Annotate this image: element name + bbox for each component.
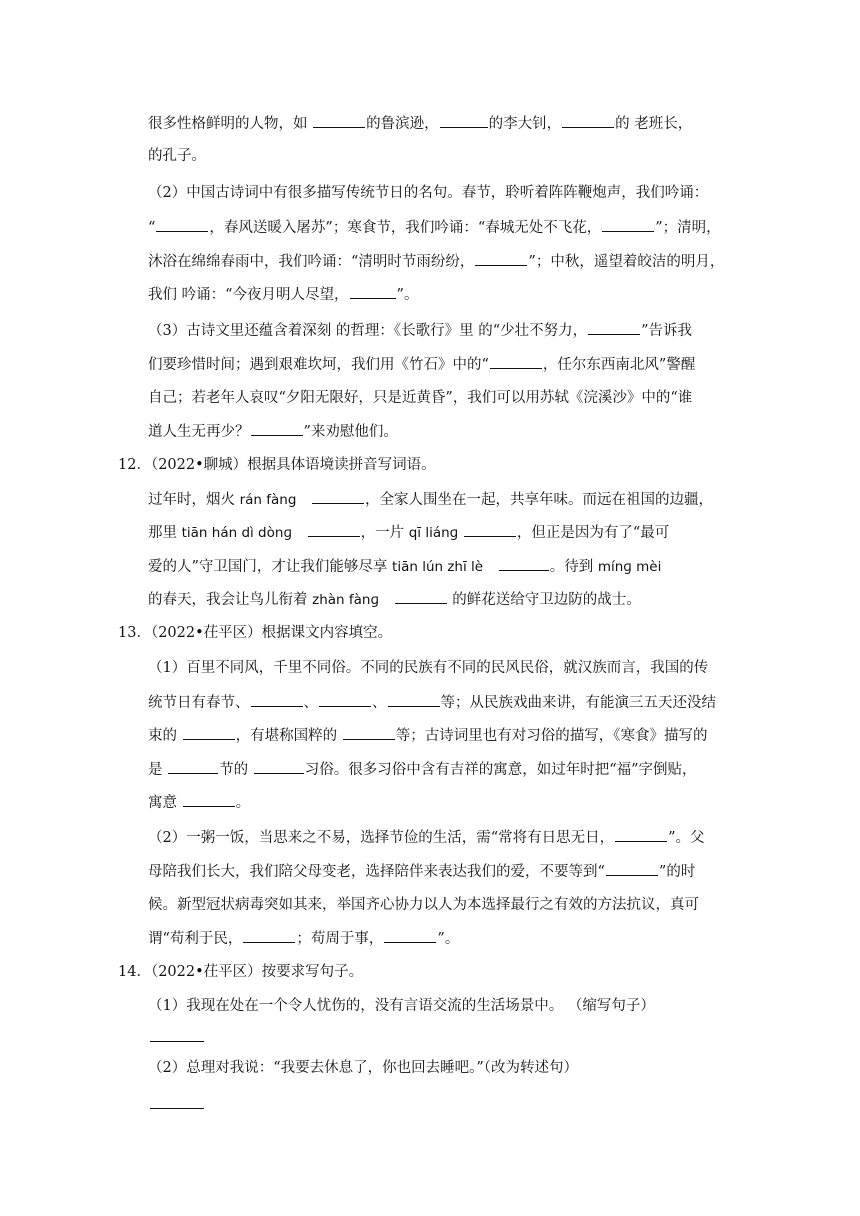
pinyin: tiān lún zhī lè xyxy=(392,559,484,575)
q11-text: 道人生无再少？ xyxy=(148,424,250,440)
q13-part1-line-3 xyxy=(148,725,707,746)
q14-heading xyxy=(118,962,363,982)
q13-part1-line-1 xyxy=(148,658,708,678)
q13-heading xyxy=(118,623,392,643)
answer-blank[interactable] xyxy=(156,217,208,232)
q11-part2-line-1 xyxy=(148,183,708,203)
q13-text: 、 xyxy=(372,695,387,711)
q11-line-2 xyxy=(148,146,206,166)
q13-part1-line-5 xyxy=(148,792,250,813)
q11-part2-line-2 xyxy=(148,217,721,238)
q11-text: 们要珍惜时间；遇到艰难坎坷，我们用《竹石》中的“ xyxy=(148,357,489,373)
q13-text: 统节日有春节、 xyxy=(148,695,250,711)
q11-text: 的 老班长， xyxy=(615,116,693,132)
answer-blank[interactable] xyxy=(312,489,364,504)
q12-heading xyxy=(118,455,436,475)
q14-sentence-2 xyxy=(148,1058,578,1078)
q14-text: （1）我现在处在一个令人忧伤的，没有言语交流的生活场景中。 （缩写句子） xyxy=(148,998,655,1014)
answer-blank[interactable] xyxy=(254,759,304,774)
q13-text: 。 xyxy=(235,795,251,811)
q12-line-1 xyxy=(148,489,713,510)
answer-blank[interactable] xyxy=(343,725,395,740)
q13-text: 寓意 xyxy=(148,795,177,811)
answer-blank[interactable] xyxy=(183,792,235,807)
q13-text: 是 xyxy=(148,762,163,778)
answer-blank[interactable] xyxy=(615,827,667,842)
q14-text: （2）总理对我说：“我要去休息了，你也回去睡吧。”（改为转述句） xyxy=(148,1060,579,1076)
q13-text: ，有堪称国粹的 xyxy=(235,728,338,744)
q11-text: 自己；若老年人哀叹“夕阳无限好，只是近黄昏”，我们可以用苏轼《浣溪沙》中的“谁 xyxy=(148,390,693,406)
q12-text: ，但正是因为有了“最可 xyxy=(516,525,670,541)
q13-text: ；苟周于事， xyxy=(296,931,384,947)
q11-part3-line-2 xyxy=(148,354,695,375)
pinyin: tiān hán dì dònɡ xyxy=(181,525,293,541)
q11-part2-line-4 xyxy=(148,284,418,305)
answer-blank[interactable] xyxy=(251,421,303,436)
q12-text: ，全家人围坐在一起，共享年味。而远在祖国的边疆， xyxy=(365,492,714,508)
q13-text: ”的时 xyxy=(658,864,696,880)
answer-blank[interactable] xyxy=(395,589,447,604)
question-heading: 14．（2022•茌平区）按要求写句子。 xyxy=(118,964,364,980)
q12-line-4 xyxy=(148,589,641,610)
q13-text: （2）一粥一饭，当思来之不易，选择节俭的生活，需“常将有日思无日， xyxy=(148,830,615,846)
q12-text: 过年时，烟火 xyxy=(148,492,235,508)
answer-blank[interactable] xyxy=(499,556,549,571)
q11-text: 我们 吟诵：“今夜月明人尽望， xyxy=(148,287,349,303)
q13-text: 、 xyxy=(303,695,318,711)
q13-text: 母陪我们长大，我们陪父母变老，选择陪伴来表达我们的爱，不要等到“ xyxy=(148,864,605,880)
answer-blank[interactable] xyxy=(319,692,371,707)
q11-part2-line-3 xyxy=(148,251,724,272)
q12-text: ，一片 xyxy=(360,525,405,541)
pinyin: rán fàng xyxy=(239,492,297,508)
q12-line-2 xyxy=(148,522,669,543)
q12-text: 爱的人”守卫国门，才让我们能够尽享 xyxy=(148,559,388,575)
answer-blank[interactable] xyxy=(243,928,295,943)
answer-blank[interactable] xyxy=(168,759,218,774)
q14-sentence-1 xyxy=(148,996,655,1016)
q11-text: ”；清明， xyxy=(655,220,721,236)
q12-line-3 xyxy=(148,556,661,577)
answer-blank[interactable] xyxy=(350,284,396,299)
pinyin: zhàn fànɡ xyxy=(312,592,380,608)
q13-part1-line-4 xyxy=(148,759,697,780)
answer-blank[interactable] xyxy=(384,928,436,943)
answer-blank[interactable] xyxy=(606,861,658,876)
q11-text: （3）古诗文里还蕴含着深刻 的哲理：《长歌行》里 的“少壮不努力， xyxy=(148,323,588,339)
q11-text: ”；中秋，遥望着皎洁的明月， xyxy=(528,254,725,270)
question-heading: 12．（2022•聊城）根据具体语境读拼音写词语。 xyxy=(118,457,436,473)
pinyin: mínɡ mèi xyxy=(597,559,662,575)
q12-text: 的鲜花送给守卫边防的战士。 xyxy=(452,592,641,608)
answer-blank[interactable] xyxy=(308,522,360,537)
q13-text: 等；古诗词里也有对习俗的描写，《寒食》描写的 xyxy=(395,728,708,744)
answer-blank[interactable] xyxy=(562,113,614,128)
answer-blank[interactable] xyxy=(150,1107,204,1109)
q13-part2-line-4 xyxy=(148,928,459,949)
answer-blank[interactable] xyxy=(602,217,654,232)
answer-blank[interactable] xyxy=(150,1040,204,1042)
answer-blank[interactable] xyxy=(388,692,440,707)
q13-text: 候。新型冠状病毒突如其来，举国齐心协力以人为本选择最行之有效的方法抗议，真可 xyxy=(148,897,699,913)
q11-part3-line-3 xyxy=(148,388,692,408)
q13-text: 节的 xyxy=(219,762,249,778)
q11-text: 的孔子。 xyxy=(148,148,206,164)
q13-text: ”。 xyxy=(437,931,460,947)
q11-text: 的鲁滨逊， xyxy=(366,116,439,132)
q11-text: 很多性格鲜明的人物，如 xyxy=(148,116,308,132)
q11-text: ”告诉我 xyxy=(641,323,693,339)
q13-part2-line-1 xyxy=(148,827,705,848)
q13-part2-line-2 xyxy=(148,861,695,882)
q11-text: （2）中国古诗词中有很多描写传统节日的名句。春节，聆听着阵阵鞭炮声，我们吟诵： xyxy=(148,185,709,201)
answer-blank[interactable] xyxy=(440,113,488,128)
answer-blank[interactable] xyxy=(313,113,365,128)
q11-text: ”来劝慰他们。 xyxy=(303,424,398,440)
q11-text: ，任尔东西南北风”警醒 xyxy=(542,357,696,373)
q11-text: “ xyxy=(148,220,156,236)
q11-part3-line-1 xyxy=(148,320,692,341)
q13-text: （1）百里不同风，千里不同俗。不同的民族有不同的民风民俗，就汉族而言，我国的传 xyxy=(148,660,709,676)
q13-text: 习俗。很多习俗中含有吉祥的寓意，如过年时把“福”字倒贴， xyxy=(304,762,697,778)
q13-text: 等；从民族戏曲来讲，有能演三五天还没结 xyxy=(440,695,716,711)
q11-text: 沐浴在绵绵春雨中，我们吟诵：“清明时节雨纷纷， xyxy=(148,254,475,270)
answer-blank[interactable] xyxy=(251,692,303,707)
q11-text: ”。 xyxy=(396,287,419,303)
q13-text: 束的 xyxy=(148,728,177,744)
question-heading: 13．（2022•茌平区）根据课文内容填空。 xyxy=(118,625,393,641)
pinyin: qī liánɡ xyxy=(408,525,459,541)
answer-blank[interactable] xyxy=(490,354,542,369)
answer-blank[interactable] xyxy=(475,251,527,266)
answer-blank[interactable] xyxy=(588,320,640,335)
q13-text: ”。父 xyxy=(668,830,705,846)
q11-text: 的李大钊， xyxy=(488,116,562,132)
answer-blank[interactable] xyxy=(464,522,516,537)
q13-text: 谓“苟利于民， xyxy=(148,931,243,947)
q11-line-1 xyxy=(148,113,692,134)
q12-text: 的春天，我会让鸟儿衔着 xyxy=(148,592,308,608)
q11-text: ，春风送暖入屠苏”；寒食节，我们吟诵：“春城无处不飞花， xyxy=(209,220,602,236)
q12-text: 那里 xyxy=(148,525,177,541)
q13-part1-line-2 xyxy=(148,692,716,713)
q11-part3-line-4 xyxy=(148,421,398,442)
answer-blank[interactable] xyxy=(183,725,235,740)
q13-part2-line-3 xyxy=(148,895,699,915)
q12-text: 。待到 xyxy=(549,559,594,575)
